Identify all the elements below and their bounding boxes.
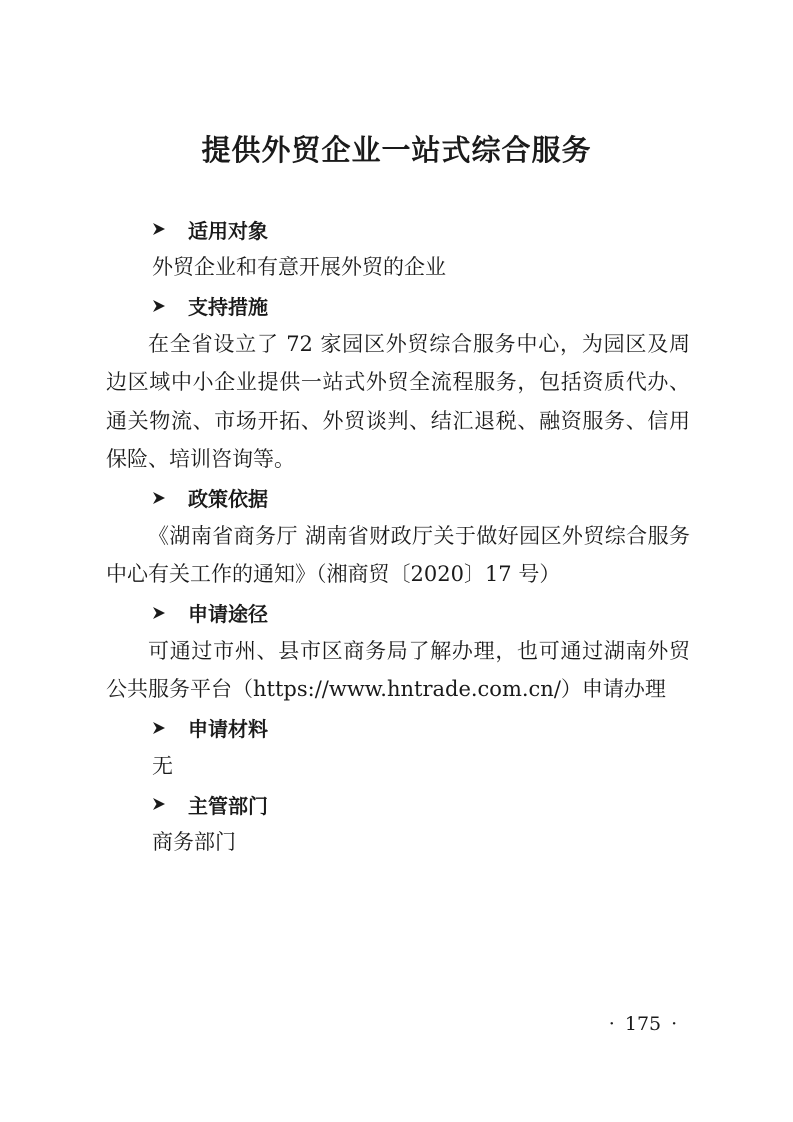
arrow-bullet-icon [152, 222, 166, 236]
section-heading-materials [106, 709, 690, 747]
page-title: 提供外贸企业一站式综合服务 [201, 133, 592, 167]
section-body-basis: 《湖南省商务厅 湖南省财政厅关于做好园区外贸综合服务中心有关工作的通知》（湘商贸〔2020〕17 号） [106, 523, 690, 586]
arrow-bullet-icon [152, 721, 166, 735]
section-heading-label: 申请材料 [188, 717, 268, 741]
section-heading-department [106, 785, 690, 823]
section-heading-target [106, 210, 690, 248]
document-body [106, 210, 690, 862]
section-body-materials: 无 [152, 753, 173, 778]
section-heading-label: 适用对象 [188, 218, 268, 243]
arrow-bullet-icon [152, 797, 166, 811]
section-heading-label: 支持措施 [188, 295, 268, 319]
arrow-bullet-icon [152, 606, 166, 620]
section-heading-channel [106, 594, 690, 632]
section-heading-basis [106, 479, 690, 517]
section-heading-measures [106, 287, 690, 325]
arrow-bullet-icon [152, 299, 166, 313]
section-heading-label: 申请途径 [188, 602, 268, 626]
section-body-target: 外贸企业和有意开展外贸的企业 [152, 255, 446, 279]
section-body-department: 商务部门 [152, 830, 236, 854]
section-heading-label: 政策依据 [188, 487, 268, 511]
page-number: · 175 · [608, 1013, 678, 1035]
section-heading-label: 主管部门 [188, 793, 268, 818]
section-body-measures: 在全省设立了 72 家园区外贸综合服务中心，为园区及周边区域中小企业提供一站式外贸全流程服务，包括资质代办、通关物流、市场开拓、外贸谈判、结汇退税、融资服务、信用保险、培训咨询等。 [106, 331, 690, 471]
section-body-channel: 可通过市州、县市区商务局了解办理，也可通过湖南外贸公共服务平台（https://www.hntrade.com.cn/）申请办理 [106, 638, 690, 701]
arrow-bullet-icon [152, 491, 166, 505]
